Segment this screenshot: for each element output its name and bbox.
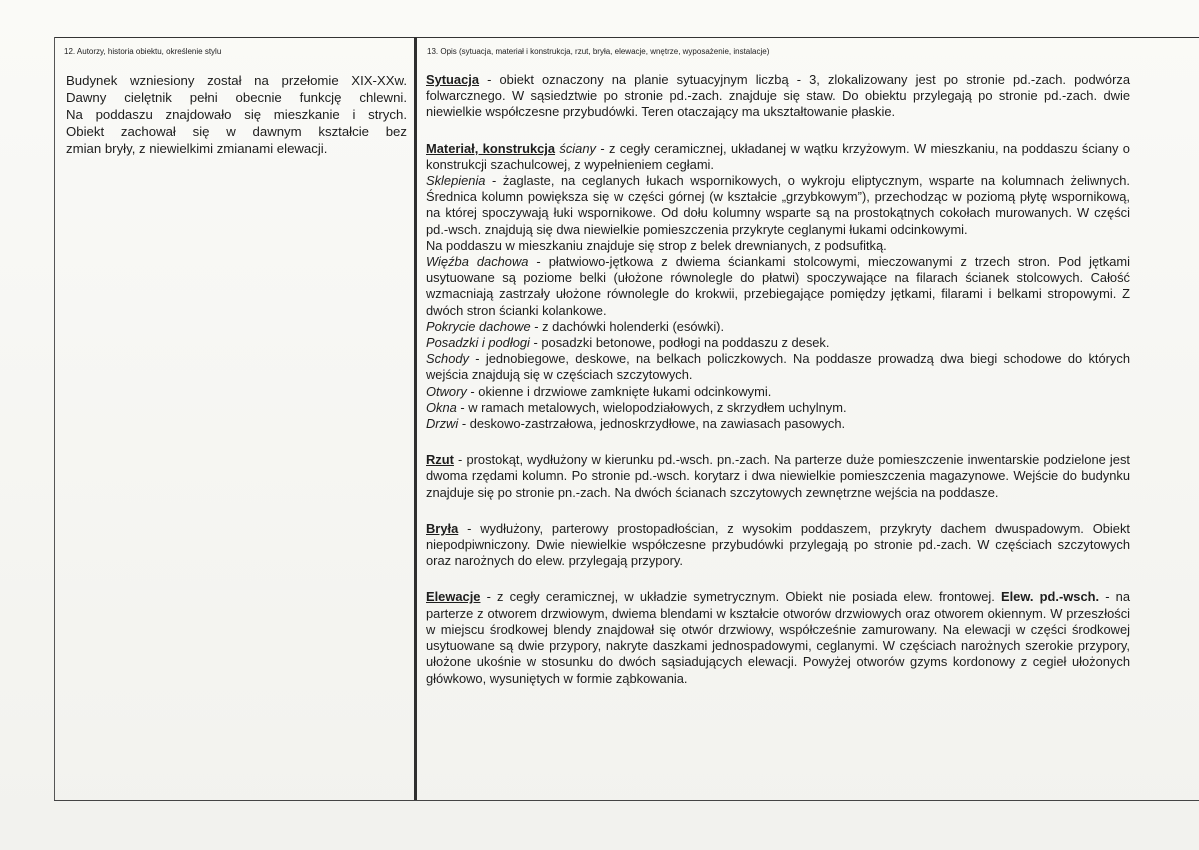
posadzki-label: Posadzki i podłogi	[426, 335, 530, 351]
elewacje-title: Elewacje	[426, 589, 481, 605]
history-line: Na poddaszu znajdowało się mieszkanie i strych.	[66, 107, 407, 122]
schody-text: - jednobiegowe, deskowe, na belkach policzkowych. Na poddasze prowadzą dwa biegi schodowe do których wejścia znajdują się w częściach szczytowych.	[426, 351, 1130, 383]
drzwi-paragraph	[426, 416, 1130, 432]
description-text	[426, 72, 1130, 707]
sytuacja-paragraph	[426, 72, 1130, 121]
history-text	[66, 72, 407, 157]
sciany-label: ściany	[559, 140, 596, 156]
sytuacja-text: - obiekt oznaczony na planie sytuacyjnym liczbą - 3, zlokalizowany jest po stronie pd.-zach. podwórza folwarcznego. W sąsiedztwie po stronie pd.-zach. znajduje się staw. Do obiektu przylegają po stronie pd.-zach. dwie niewielkie współczesne przybudówki. Teren otaczający ma ukształtowanie płaskie.	[426, 72, 1130, 120]
pokrycie-text: - z dachówki holenderki (esówki).	[530, 318, 725, 334]
rzut-title: Rzut	[426, 452, 454, 468]
section-13-header: 13. Opis (sytuacja, materiał i konstrukcja, rzut, bryła, elewacje, wnętrze, wyposażenie, instalacje)	[427, 47, 770, 56]
pokrycie-paragraph	[426, 319, 1130, 335]
okna-label: Okna	[426, 399, 457, 415]
section-12-header: 12. Autorzy, historia obiektu, określenie stylu	[64, 47, 222, 56]
history-line: Dawny cielętnik pełni obecnie funkcję chlewni.	[66, 90, 407, 105]
otwory-text: - okienne i drzwiowe zamknięte łukami odcinkowymi.	[466, 383, 772, 399]
otwory-label: Otwory	[426, 383, 467, 399]
pokrycie-label: Pokrycie dachowe	[426, 318, 531, 334]
posadzki-text: - posadzki betonowe, podłogi na poddaszu z desek.	[529, 335, 830, 351]
frame-bottom-line	[54, 800, 1199, 801]
okna-text: - w ramach metalowych, wielopodziałowych, z skrzydłem uchylnym.	[456, 399, 847, 415]
sklepienia-label: Sklepienia	[426, 173, 486, 189]
drzwi-label: Drzwi	[426, 416, 459, 432]
sciany-text: - z cegły ceramicznej, układanej w wątku krzyżowym. W mieszkaniu, na poddaszu ściany o konstrukcji szachulcowej, z wypełnieniem cegłami.	[426, 140, 1130, 172]
bryla-text: - wydłużony, parterowy prostopadłościan, z wysokim poddaszem, przykryty dachem dwuspadowym. Obiekt niepodpiwniczony. Dwie niewielkie współczesne przybudówki przylegają po stronie pd.-zach. W częściach szczytowych oraz narożnych do elew. przylegają przypory.	[426, 520, 1130, 569]
column-divider	[414, 37, 417, 801]
material-title: Materiał, konstrukcja	[426, 140, 556, 156]
wiezba-label: Więźba dachowa	[426, 254, 529, 270]
section-elewacje	[426, 589, 1130, 686]
bryla-title: Bryła	[426, 520, 459, 536]
section-sytuacja	[426, 72, 1130, 121]
sytuacja-title: Sytuacja	[426, 72, 480, 87]
rzut-text: - prostokąt, wydłużony w kierunku pd.-wsch. pn.-zach. Na parterze duże pomieszczenie inwentarskie podzielone jest dwoma rzędami kolumn. Po stronie pd.-wsch. korytarz i dwa niewielkie pomieszczenia magazynowe. Wejście do budynku znajduje się po stronie pn.-zach. Na dwóch ścianach szczytowych zewnętrzne wejścia na poddasze.	[426, 452, 1130, 500]
history-line: zmian bryły, z niewielkimi zmianami elewacji.	[66, 141, 328, 156]
posadzki-paragraph	[426, 335, 1130, 351]
schody-label: Schody	[426, 351, 469, 367]
section-bryla	[426, 521, 1130, 570]
frame-left-line	[54, 37, 55, 801]
elewacje-text-b: - na parterze z otworem drzwiowym, dwiema blendami w kształcie otworów drzwiowych oraz otworem okiennym. W przeszłości w miejscu środkowej blendy znajdował się otwór drzwiowy, współcześnie zamurowany. Na elewacji w części środkowej usytuowane są dwie przypory, nakryte daszkami jednospadowymi, ceglanymi. W częściach narożnych szerokie przypory, ułożone ukośnie w stosunku do dwóch sąsiadujących elewacji. Powyżej otworów gzyms kordonowy z cegieł ułożonych główkowo, wysuniętych w formie ząbkowania.	[426, 589, 1131, 686]
okna-paragraph	[426, 400, 1130, 416]
drzwi-text: - deskowo-zastrzałowa, jednoskrzydłowe, na zawiasach pasowych.	[458, 416, 846, 432]
history-line: Budynek wzniesiony został na przełomie XIX-XXw.	[66, 73, 407, 88]
bryla-paragraph	[426, 521, 1130, 570]
section-rzut	[426, 452, 1130, 501]
rzut-paragraph	[426, 452, 1130, 501]
sciany-paragraph	[426, 141, 1130, 173]
elewacje-bold-label: Elew. pd.-wsch.	[1001, 589, 1100, 605]
elewacje-paragraph	[426, 589, 1130, 686]
history-line: Obiekt zachował się w dawnym kształcie bez	[66, 124, 407, 139]
elewacje-text-a: - z cegły ceramicznej, w układzie symetrycznym. Obiekt nie posiada elew. frontowej.	[480, 589, 1001, 605]
strop-paragraph: Na poddaszu w mieszkaniu znajduje się strop z belek drewnianych, z podsufitką.	[426, 237, 887, 253]
wiezba-text: - płatwiowo-jętkowa z dwiema ściankami stolcowymi, mieczowanymi z trzech stron. Pod jętkami usytuowane są poziome belki (ułożone równolegle do płatwi) spoczywające na filarach ścianek stolcowych. Całość wzmacniają zastrzały ułożone równolegle do krokwii, przebiegające pomiędzy jętkami, filarami i belkami stropowymi. Z dwóch stron ścianki kolankowe.	[426, 254, 1130, 318]
wiezba-paragraph	[426, 254, 1130, 319]
otwory-paragraph	[426, 384, 1130, 400]
sklepienia-text: - żaglaste, na ceglanych łukach wspornikowych, o wykroju eliptycznym, wsparte na kolumnach żeliwnych. Średnica kolumn powiększa się w części górnej (w kształcie „grzybkowym”), przechodząc w poziomą płytę wspornikową, na której spoczywają łuki wspornikowe. Od dołu kolumny wsparte są na prostokątnych cokołach murowanych. W części pd.-wsch. znajdują się dwa niewielkie pomieszczenia przykryte ceglanymi łukami odcinkowymi.	[426, 173, 1130, 237]
schody-paragraph	[426, 351, 1130, 383]
sklepienia-paragraph	[426, 173, 1130, 238]
frame-top-line	[54, 37, 1199, 38]
section-material	[426, 141, 1130, 433]
